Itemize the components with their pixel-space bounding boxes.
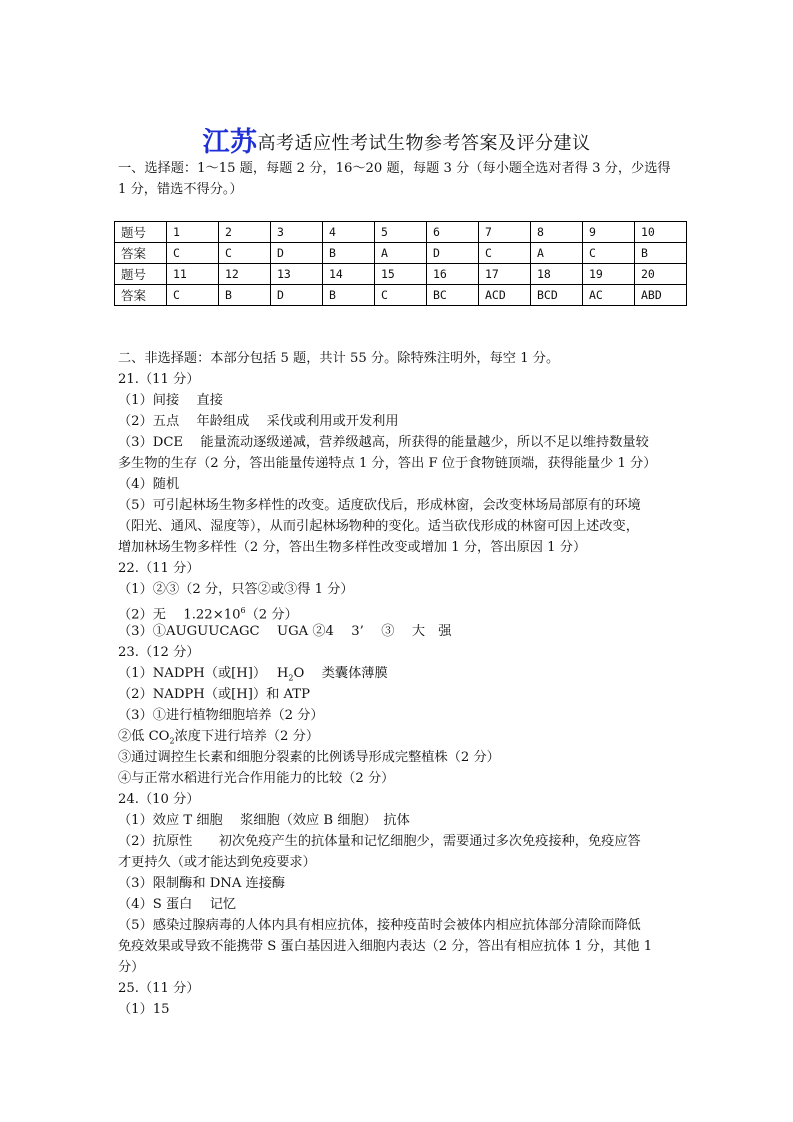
- q21-a3-line2: 多生物的生存（2 分，答出能量传递特点 1 分，答出 F 位于食物链顶端，获得能量少 1 分）: [118, 456, 657, 471]
- table-cell: C: [375, 285, 427, 306]
- table-cell: 20: [635, 264, 687, 285]
- table-cell: 17: [479, 264, 531, 285]
- q22-a3: （3）①AUGUUCAGC UGA ②4 3’ ③ 大 强: [118, 624, 452, 639]
- q24-a1: （1）效应 T 细胞 浆细胞（效应 B 细胞） 抗体: [118, 813, 410, 828]
- q21-a5-line2: （阳光、通风、湿度等），从而引起林场物种的变化。适当砍伐形成的林窗可因上述改变，: [118, 519, 639, 534]
- q24-a2-line1: （2）抗原性 初次免疫产生的抗体量和记忆细胞少，需要通过多次免疫接种，免疫应答: [118, 834, 641, 849]
- q21-a2: （2）五点 年龄组成 采伐或利用或开发利用: [118, 414, 399, 429]
- table-cell: 3: [271, 222, 323, 243]
- q21-head: 21.（11 分）: [118, 372, 200, 387]
- table-cell: 16: [427, 264, 479, 285]
- table-cell: D: [271, 243, 323, 264]
- table-cell: BCD: [531, 285, 583, 306]
- table-row-header: 题号: [115, 222, 167, 243]
- part2-intro: 二、非选择题：本部分包括 5 题，共计 55 分。除特殊注明外，每空 1 分。: [118, 351, 560, 366]
- table-cell: C: [167, 243, 219, 264]
- table-cell: 1: [167, 222, 219, 243]
- q21-a1: （1）间接 直接: [118, 393, 223, 408]
- table-cell: D: [427, 243, 479, 264]
- q22-a1: （1）②③（2 分，只答②或③得 1 分）: [118, 582, 354, 597]
- table-cell: 15: [375, 264, 427, 285]
- q21-a5-line1: （5）可引起林场生物多样性的改变。适度砍伐后，形成林窗，会改变林场局部原有的环境: [118, 498, 641, 513]
- part1-line2: 1 分，错选不得分。）: [118, 182, 243, 197]
- q23-a1-sub: 2: [288, 673, 294, 683]
- table-cell: B: [323, 285, 375, 306]
- q22-a2-post: （2 分）: [245, 607, 298, 623]
- q25-head: 25.（11 分）: [118, 981, 200, 996]
- q24-head: 24.（10 分）: [118, 792, 200, 807]
- table-cell: ACD: [479, 285, 531, 306]
- q22-a2-sup: 6: [240, 606, 246, 615]
- table-row: [115, 285, 687, 306]
- table-cell: C: [583, 243, 635, 264]
- table-row: [115, 222, 687, 243]
- table-cell: 10: [635, 222, 687, 243]
- q25-a1: （1）15: [118, 1002, 170, 1017]
- q24-a5-line3: 分）: [118, 960, 145, 975]
- q24-a2-line2: 才更持久（或才能达到免疫要求）: [118, 855, 316, 870]
- table-cell: C: [219, 243, 271, 264]
- page-title: [0, 120, 793, 159]
- q23-a3b-sub: 2: [169, 736, 175, 746]
- q22-head: 22.（11 分）: [118, 561, 200, 576]
- table-cell: 14: [323, 264, 375, 285]
- q24-a4: （4）S 蛋白 记忆: [118, 897, 237, 912]
- table-cell: 9: [583, 222, 635, 243]
- table-cell: 6: [427, 222, 479, 243]
- q23-a1-post: O 类囊体薄膜: [293, 666, 388, 681]
- table-cell: 4: [323, 222, 375, 243]
- q23-a1-pre: （1）NADPH（或[H]） H: [118, 666, 289, 681]
- table-cell: A: [531, 243, 583, 264]
- part1-line1: 一、选择题：1～15 题，每题 2 分，16～20 题，每题 3 分（每小题全选对者得 3 分，少选得: [118, 161, 671, 176]
- table-row: [115, 264, 687, 285]
- table-cell: BC: [427, 285, 479, 306]
- table-cell: D: [271, 285, 323, 306]
- q21-a3-line1: （3）DCE 能量流动逐级递减，营养级越高，所获得的能量越少，所以不足以维持数量较: [118, 435, 649, 450]
- table-cell: 8: [531, 222, 583, 243]
- q23-head: 23.（12 分）: [118, 645, 200, 660]
- q24-a5-line2: 免疫效果或导致不能携带 S 蛋白基因进入细胞内表达（2 分，答出有相应抗体 1 分，其他 1: [118, 939, 653, 954]
- table-cell: 13: [271, 264, 323, 285]
- table-cell: 12: [219, 264, 271, 285]
- table-cell: B: [323, 243, 375, 264]
- q23-a3c: ③通过调控生长素和细胞分裂素的比例诱导形成完整植株（2 分）: [118, 750, 500, 765]
- table-row-header: 答案: [115, 285, 167, 306]
- table-cell: 7: [479, 222, 531, 243]
- q24-a3: （3）限制酶和 DNA 连接酶: [118, 876, 286, 891]
- q23-a3: （3）①进行植物细胞培养（2 分）: [118, 708, 324, 723]
- q23-a2: （2）NADPH（或[H]）和 ATP: [118, 687, 310, 702]
- q23-a3b-post: 浓度下进行培养（2 分）: [174, 729, 320, 744]
- q22-a2-pre: （2）无 1.22×10: [118, 607, 241, 623]
- table-cell: C: [167, 285, 219, 306]
- q23-a3d: ④与正常水稻进行光合作用能力的比较（2 分）: [118, 771, 395, 786]
- table-cell: 5: [375, 222, 427, 243]
- table-cell: B: [635, 243, 687, 264]
- table-cell: C: [479, 243, 531, 264]
- answer-table: [114, 221, 687, 306]
- table-cell: 18: [531, 264, 583, 285]
- table-cell: 19: [583, 264, 635, 285]
- title-brand: 江苏: [202, 127, 258, 158]
- table-row-header: 答案: [115, 243, 167, 264]
- title-rest: 高考适应性考试生物参考答案及评分建议: [257, 133, 591, 154]
- q24-a5-line1: （5）感染过腺病毒的人体内具有相应抗体，接种疫苗时会被体内相应抗体部分清除而降低: [118, 918, 641, 933]
- table-cell: B: [219, 285, 271, 306]
- table-row-header: 题号: [115, 264, 167, 285]
- table-cell: 11: [167, 264, 219, 285]
- table-cell: AC: [583, 285, 635, 306]
- q23-a3b-pre: ②低 CO: [118, 729, 170, 744]
- q21-a4: （4）随机: [118, 477, 180, 492]
- table-cell: A: [375, 243, 427, 264]
- q21-a5-line3: 增加林场生物多样性（2 分，答出生物多样性改变或增加 1 分，答出原因 1 分）: [118, 540, 587, 555]
- table-cell: ABD: [635, 285, 687, 306]
- table-cell: 2: [219, 222, 271, 243]
- table-row: [115, 243, 687, 264]
